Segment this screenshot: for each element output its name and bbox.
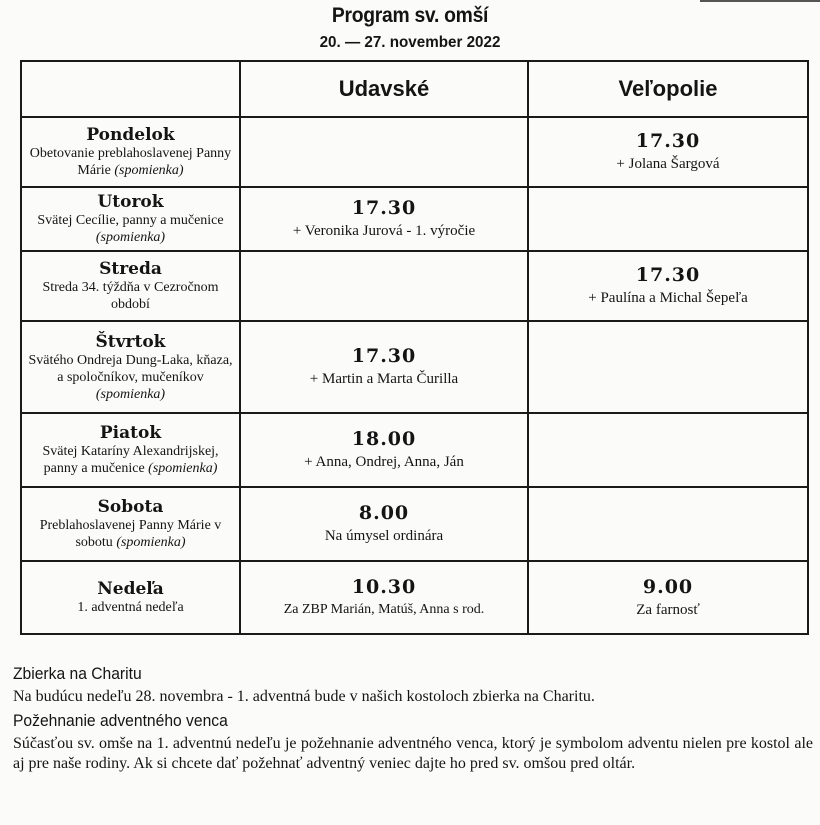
- velopolie-cell: [528, 117, 808, 187]
- announcements: [13, 664, 813, 778]
- day-name: Pondelok: [86, 125, 175, 145]
- announcement-text: Na budúcu nedeľu 28. novembra - 1. adventná bude v našich kostoloch zbierka na Charitu.: [13, 688, 595, 705]
- day-cell: [21, 413, 240, 487]
- day-description: Svätej Kataríny Alexandrijskej, panny a mučenice (spomienka): [42, 444, 219, 476]
- header-day-column: [21, 61, 240, 117]
- velopolie-cell: [528, 413, 808, 487]
- day-cell: [21, 487, 240, 561]
- day-cell: [21, 117, 240, 187]
- table-row: [21, 117, 808, 187]
- mass-intention: + Jolana Šargová: [616, 156, 720, 172]
- mass-intention: Za ZBP Marián, Matúš, Anna s rod.: [283, 601, 485, 617]
- velopolie-cell: [528, 487, 808, 561]
- day-cell: [21, 321, 240, 413]
- table-row: [21, 413, 808, 487]
- mass-time: 17.30: [635, 264, 701, 286]
- mass-intention: Za farnosť: [636, 601, 700, 618]
- mass-schedule-table: [20, 60, 809, 635]
- mass-intention: + Paulína a Michal Šepeľa: [588, 290, 748, 306]
- mass-intention: + Anna, Ondrej, Anna, Ján: [304, 454, 464, 470]
- day-name: Štvrtok: [95, 331, 166, 352]
- mass-intention: + Veronika Jurová - 1. výročie: [292, 223, 476, 239]
- day-name: Utorok: [97, 192, 164, 212]
- day-description: 1. adventná nedeľa: [77, 600, 184, 615]
- mass-intention: + Martin a Marta Čurilla: [309, 371, 459, 387]
- mass-time: 8.00: [358, 502, 410, 524]
- udavske-cell: [240, 187, 528, 251]
- day-name: Nedeľa: [97, 579, 164, 599]
- header-velopolie: Veľopolie: [528, 61, 808, 117]
- table-row: [21, 487, 808, 561]
- mass-intention: Na úmysel ordinára: [324, 528, 444, 544]
- udavske-cell: [240, 117, 528, 187]
- day-name: Piatok: [99, 423, 162, 443]
- udavske-cell: [240, 561, 528, 634]
- udavske-cell: [240, 487, 528, 561]
- day-name: Sobota: [97, 497, 164, 517]
- day-description: Svätého Ondreja Dung-Laka, kňaza, a spoločníkov, mučeníkov (spomienka): [28, 352, 233, 402]
- day-description: Svätej Cecílie, panny a mučenice (spomienka): [37, 213, 224, 245]
- udavske-cell: [240, 251, 528, 321]
- day-description: Obetovanie preblahoslavenej Panny Márie (spomienka): [29, 146, 232, 178]
- udavske-cell: [240, 413, 528, 487]
- day-description: Streda 34. týždňa v Cezročnom období: [42, 280, 219, 312]
- mass-time: 17.30: [351, 345, 417, 367]
- table-header-row: [21, 61, 808, 117]
- day-name: Streda: [99, 259, 162, 279]
- mass-time: 18.00: [351, 428, 417, 450]
- mass-time: 10.30: [351, 575, 417, 598]
- table-row: [21, 561, 808, 634]
- table-row: [21, 187, 808, 251]
- top-rule: [700, 0, 820, 2]
- mass-time: 17.30: [635, 130, 701, 152]
- day-description: Preblahoslavenej Panny Márie v sobotu (spomienka): [39, 518, 222, 550]
- page-title: Program sv. omší: [331, 4, 489, 27]
- announcement-text: Súčasťou sv. omše na 1. adventnú nedeľu je požehnanie adventného venca, ktorý je symbolom adventu nielen pre kostol ale aj pre naše rodiny. Ak si chcete dať požehnať adventný veniec dajte ho pred sv. omšou pred oltár.: [13, 735, 813, 772]
- velopolie-cell: [528, 251, 808, 321]
- velopolie-cell: [528, 321, 808, 413]
- day-cell: [21, 251, 240, 321]
- table-row: [21, 321, 808, 413]
- table-row: [21, 251, 808, 321]
- day-cell: [21, 187, 240, 251]
- mass-time: 17.30: [351, 197, 417, 219]
- header-udavske: Udavské: [240, 61, 528, 117]
- day-cell: [21, 561, 240, 634]
- udavske-cell: [240, 321, 528, 413]
- date-range: 20. — 27. november 2022: [319, 34, 501, 51]
- velopolie-cell: [528, 187, 808, 251]
- announcement-heading: Zbierka na Charitu: [13, 664, 142, 683]
- mass-time: 9.00: [642, 575, 694, 598]
- announcement-heading: Požehnanie adventného venca: [13, 711, 228, 730]
- velopolie-cell: [528, 561, 808, 634]
